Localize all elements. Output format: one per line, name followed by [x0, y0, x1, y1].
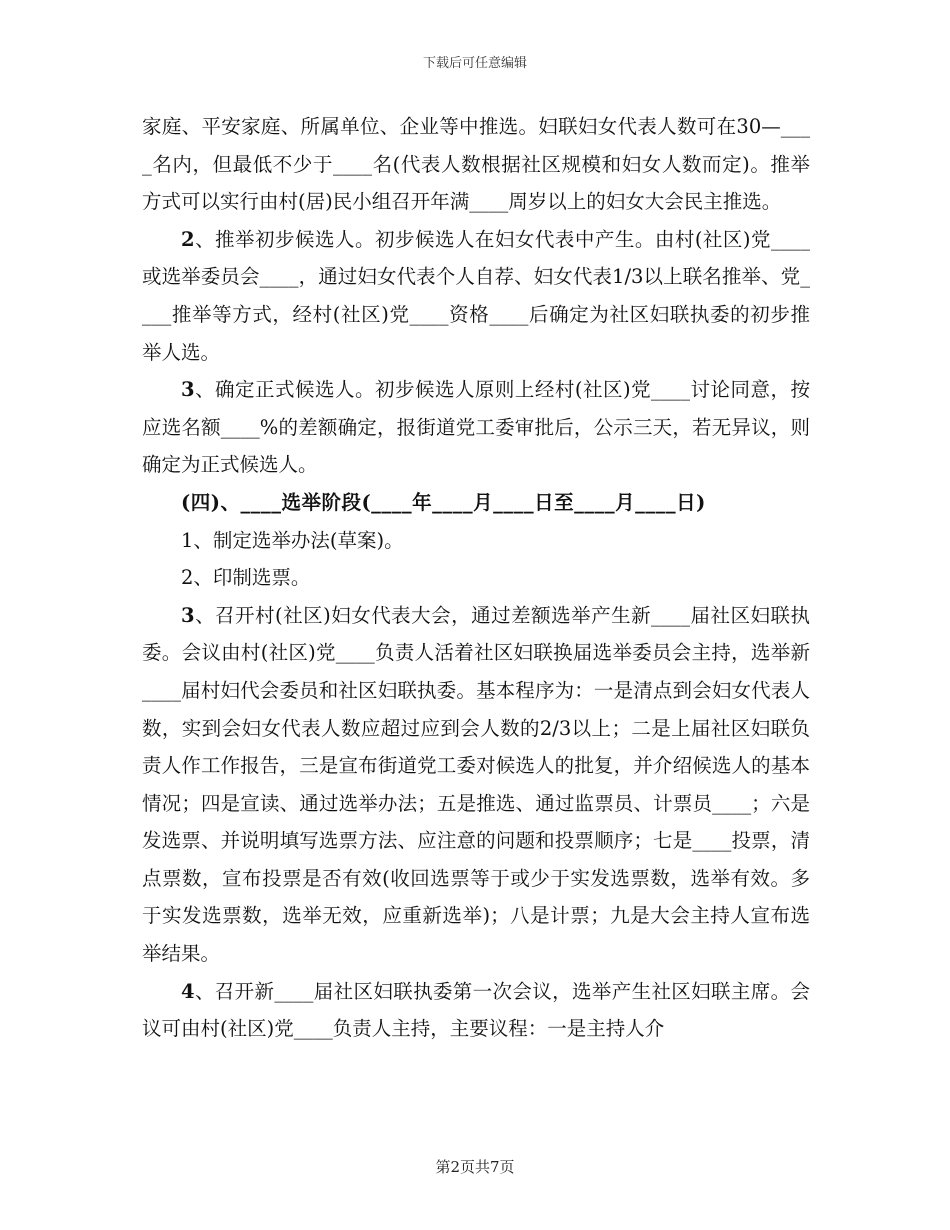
paragraph-item-2b: 2、印制选票。	[181, 566, 311, 590]
paragraph-item-1: 1、制定选举办法(草案)。	[181, 528, 404, 552]
paragraph-item-2	[142, 221, 810, 371]
item-number: 4	[181, 979, 195, 1003]
page-header-note: 下载后可任意编辑	[422, 56, 527, 71]
section-heading-election-stage: (四)、____选举阶段(____年____月____日至____月____日)	[181, 490, 706, 514]
paragraph-continued	[142, 108, 810, 221]
paragraph-text: 、确定正式候选人。初步候选人原则上经村(社区)党____讨论同意，按应选名额____%的差额确定，报街道党工委审批后，公示三天，若无异议，则确定为正式候选人。	[142, 378, 810, 477]
paragraph-item-4	[142, 973, 810, 1048]
page-number: 第2页共7页	[435, 1158, 515, 1176]
paragraph-text: 、召开村(社区)妇女代表大会，通过差额选举产生新____届社区妇联执委。会议由村(社区)党____负责人活着社区妇联换届选举委员会主持，选举新____届村妇代会委员和社区妇联执委。基本程序为：一是清点到会妇女代表人数，实到会妇女代表人数应超过应到会人数的2/3以上；二是上届社区妇联负责人作工作报告，三是宣布街道党工委对候选人的批复，并介绍候选人的基本情况；四是宣读、通过选举办法；五是推选、通过监票员、计票员____；六是发选票、并说明填写选票方法、应注意的问题和投票顺序；七是____投票，清点票数，宣布投票是否有效(收回选票等于或少于实发选票数，选举有效。多于实发选票数，选举无效，应重新选举)；八是计票；九是大会主持人宣布选举结果。	[142, 603, 810, 966]
paragraph-text: 家庭、平安家庭、所属单位、企业等中推选。妇联妇女代表人数可在30—____名内，但最低不少于____名(代表人数根据社区规模和妇女人数而定)。推举方式可以实行由村(居)民小组召开年满____周岁以上的妇女大会民主推选。	[142, 115, 810, 214]
paragraph-text: 、推举初步候选人。初步候选人在妇女代表中产生。由村(社区)党____或选举委员会____，通过妇女代表个人自荐、妇女代表1/3以上联名推举、党____推举等方式，经村(社区)党____资格____后确定为社区妇联执委的初步推举人选。	[142, 227, 810, 364]
item-number: 3	[181, 378, 195, 402]
paragraph-item-3	[142, 371, 810, 484]
item-number: 3	[181, 603, 195, 627]
paragraph-item-3b	[142, 597, 810, 973]
paragraph-text: 、召开新____届社区妇联执委第一次会议，选举产生社区妇联主席。会议可由村(社区)党____负责人主持，主要议程：一是主持人介	[142, 979, 810, 1041]
item-number: 2	[181, 227, 195, 251]
document-body	[142, 108, 810, 1048]
